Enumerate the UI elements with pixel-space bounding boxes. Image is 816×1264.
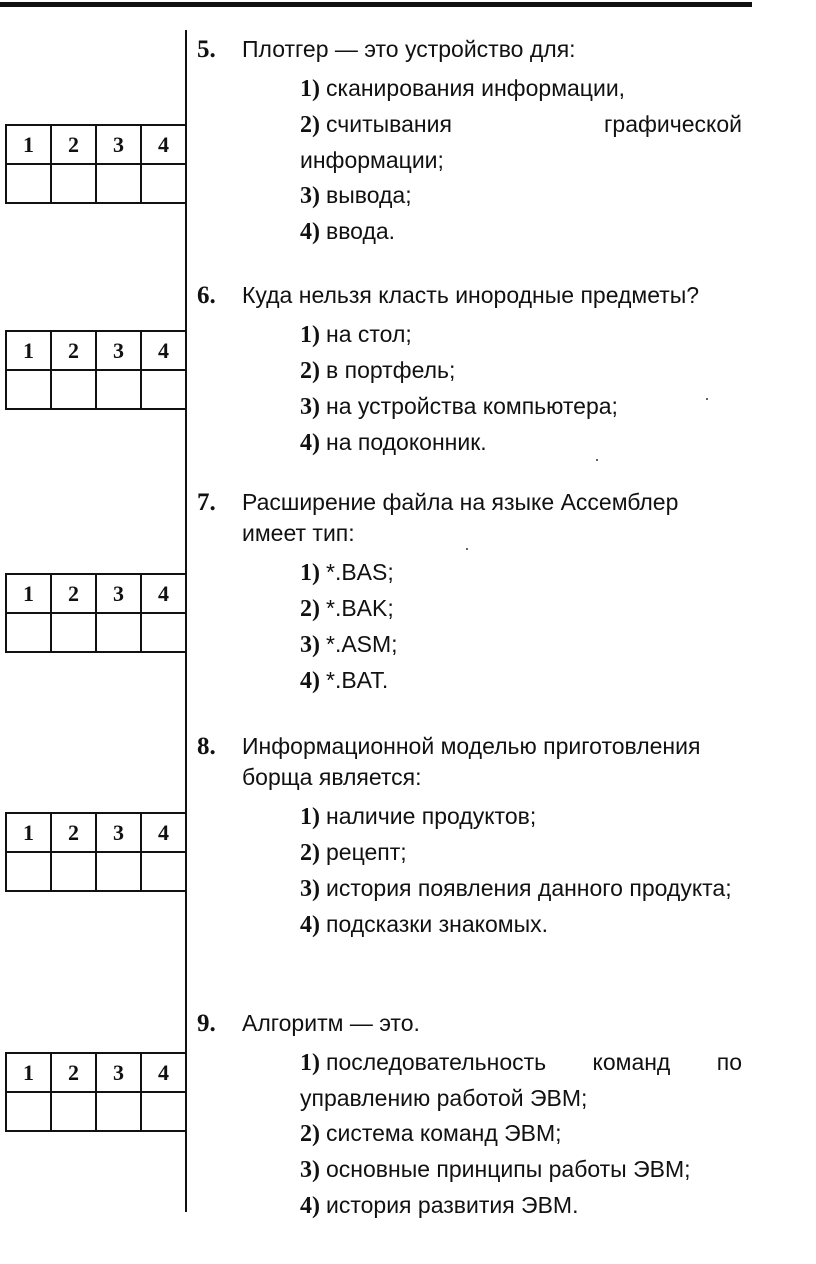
grid-label: 1 [6,813,51,852]
option-text: *.BAS; [326,559,394,585]
option-number: 1) [300,560,320,586]
option [300,871,742,907]
answer-cell[interactable] [6,1092,51,1131]
option-number: 4) [300,430,320,456]
grid-label: 3 [96,1053,141,1092]
question-text [197,34,742,65]
grid-label: 1 [6,125,51,164]
option [300,835,742,871]
option-number: 4) [300,668,320,694]
option [300,71,742,107]
option-number: 1) [300,322,320,348]
option [300,214,742,250]
answer-cell[interactable] [96,852,141,891]
grid-label: 4 [141,125,186,164]
answer-grid-q7 [5,573,187,653]
option-text: система команд ЭВМ; [326,1120,562,1146]
option [300,1188,742,1224]
answer-grid-q8 [5,812,187,892]
option-number: 1) [300,1050,320,1076]
grid-label: 4 [141,331,186,370]
question-text [197,731,742,793]
question-number: 7. [197,489,216,516]
option-text: история появления данного продукта; [326,875,732,901]
grid-label: 2 [51,331,96,370]
grid-label: 1 [6,1053,51,1092]
grid-label: 2 [51,125,96,164]
answer-grid-q6 [5,330,187,410]
option-number: 4) [300,912,320,938]
option-text: на устройства компьютера; [326,393,618,419]
question-number: 5. [197,36,216,63]
option-text: *.BAK; [326,595,394,621]
option-text: *.BAT. [326,667,389,693]
option-text: рецепт; [326,839,407,865]
question-body: Куда нельзя класть инородные предметы? [242,282,700,308]
grid-label: 3 [96,574,141,613]
answer-cell[interactable] [51,613,96,652]
answer-cell[interactable] [51,370,96,409]
option [300,107,742,178]
scan-speck [596,459,598,461]
option-number: 3) [300,1157,320,1183]
question-text [197,280,742,311]
option-text: подсказки знакомых. [326,911,548,937]
option-number: 2) [300,358,320,384]
question-body: Плотгер — это устройство для: [242,36,576,62]
grid-label: 2 [51,574,96,613]
option [300,1116,742,1152]
answer-grid-q9 [5,1052,187,1132]
scan-speck [706,398,708,400]
grid-label: 3 [96,813,141,852]
answer-cell[interactable] [6,164,51,203]
question-body: Алгоритм — это. [242,1010,420,1036]
option [300,178,742,214]
answer-cell[interactable] [141,1092,186,1131]
option [300,425,742,461]
option [300,799,742,835]
option [300,555,742,591]
grid-label: 2 [51,813,96,852]
grid-label: 1 [6,574,51,613]
option [300,907,742,943]
answer-cell[interactable] [6,852,51,891]
option [300,317,742,353]
option-number: 1) [300,76,320,102]
option-number: 3) [300,876,320,902]
option-number: 4) [300,219,320,245]
option-text: считывания графической информации; [300,111,742,173]
answer-cell[interactable] [141,852,186,891]
option-text: на стол; [326,321,412,347]
question-7 [197,487,742,699]
answer-cell[interactable] [51,1092,96,1131]
question-text [197,1008,742,1039]
question-body: Расширение файла на языке Ассемблер имеет тип: [242,489,679,546]
grid-label: 2 [51,1053,96,1092]
answer-cell[interactable] [96,370,141,409]
option [300,389,742,425]
answer-cell[interactable] [141,370,186,409]
grid-label: 4 [141,574,186,613]
option-text: вывода; [326,182,412,208]
question-9 [197,1008,742,1224]
option-text: сканирования информации, [326,75,626,101]
grid-label: 3 [96,125,141,164]
option-text: последовательность команд по управлению работой ЭВМ; [300,1049,742,1111]
option [300,1152,742,1188]
answer-cell[interactable] [96,164,141,203]
answer-cell[interactable] [96,1092,141,1131]
option-text: основные принципы работы ЭВМ; [326,1156,691,1182]
answer-grid-q5 [5,124,187,204]
question-5 [197,34,742,250]
options-list [197,71,742,250]
grid-label: 1 [6,331,51,370]
option-number: 1) [300,804,320,830]
answer-cell[interactable] [51,852,96,891]
option-number: 2) [300,112,320,138]
grid-label: 4 [141,813,186,852]
option [300,627,742,663]
answer-cell[interactable] [6,370,51,409]
option-text: в портфель; [326,357,456,383]
question-number: 8. [197,733,216,760]
option [300,663,742,699]
option [300,1045,742,1116]
options-list [197,555,742,699]
question-number: 6. [197,282,216,309]
options-list [197,1045,742,1224]
option-text: наличие продуктов; [326,803,537,829]
answer-cell[interactable] [141,613,186,652]
option-number: 2) [300,840,320,866]
question-number: 9. [197,1010,216,1037]
option-number: 2) [300,596,320,622]
grid-label: 4 [141,1053,186,1092]
option-text: на подоконник. [326,429,487,455]
answer-cell[interactable] [6,613,51,652]
question-text [197,487,742,549]
answer-cell[interactable] [141,164,186,203]
option [300,353,742,389]
option-number: 3) [300,183,320,209]
option-number: 4) [300,1193,320,1219]
option [300,591,742,627]
answer-cell[interactable] [96,613,141,652]
answer-cell[interactable] [51,164,96,203]
option-number: 3) [300,394,320,420]
options-list [197,317,742,461]
question-body: Информационной моделью приготовления борща является: [242,733,701,790]
options-list [197,799,742,943]
option-text: ввода. [326,218,396,244]
option-text: история развития ЭВМ. [326,1192,579,1218]
scan-speck [466,548,468,550]
top-rule [0,2,752,7]
option-number: 3) [300,632,320,658]
grid-label: 3 [96,331,141,370]
question-8 [197,731,742,943]
option-text: *.ASM; [326,631,398,657]
option-number: 2) [300,1121,320,1147]
question-6 [197,280,742,461]
